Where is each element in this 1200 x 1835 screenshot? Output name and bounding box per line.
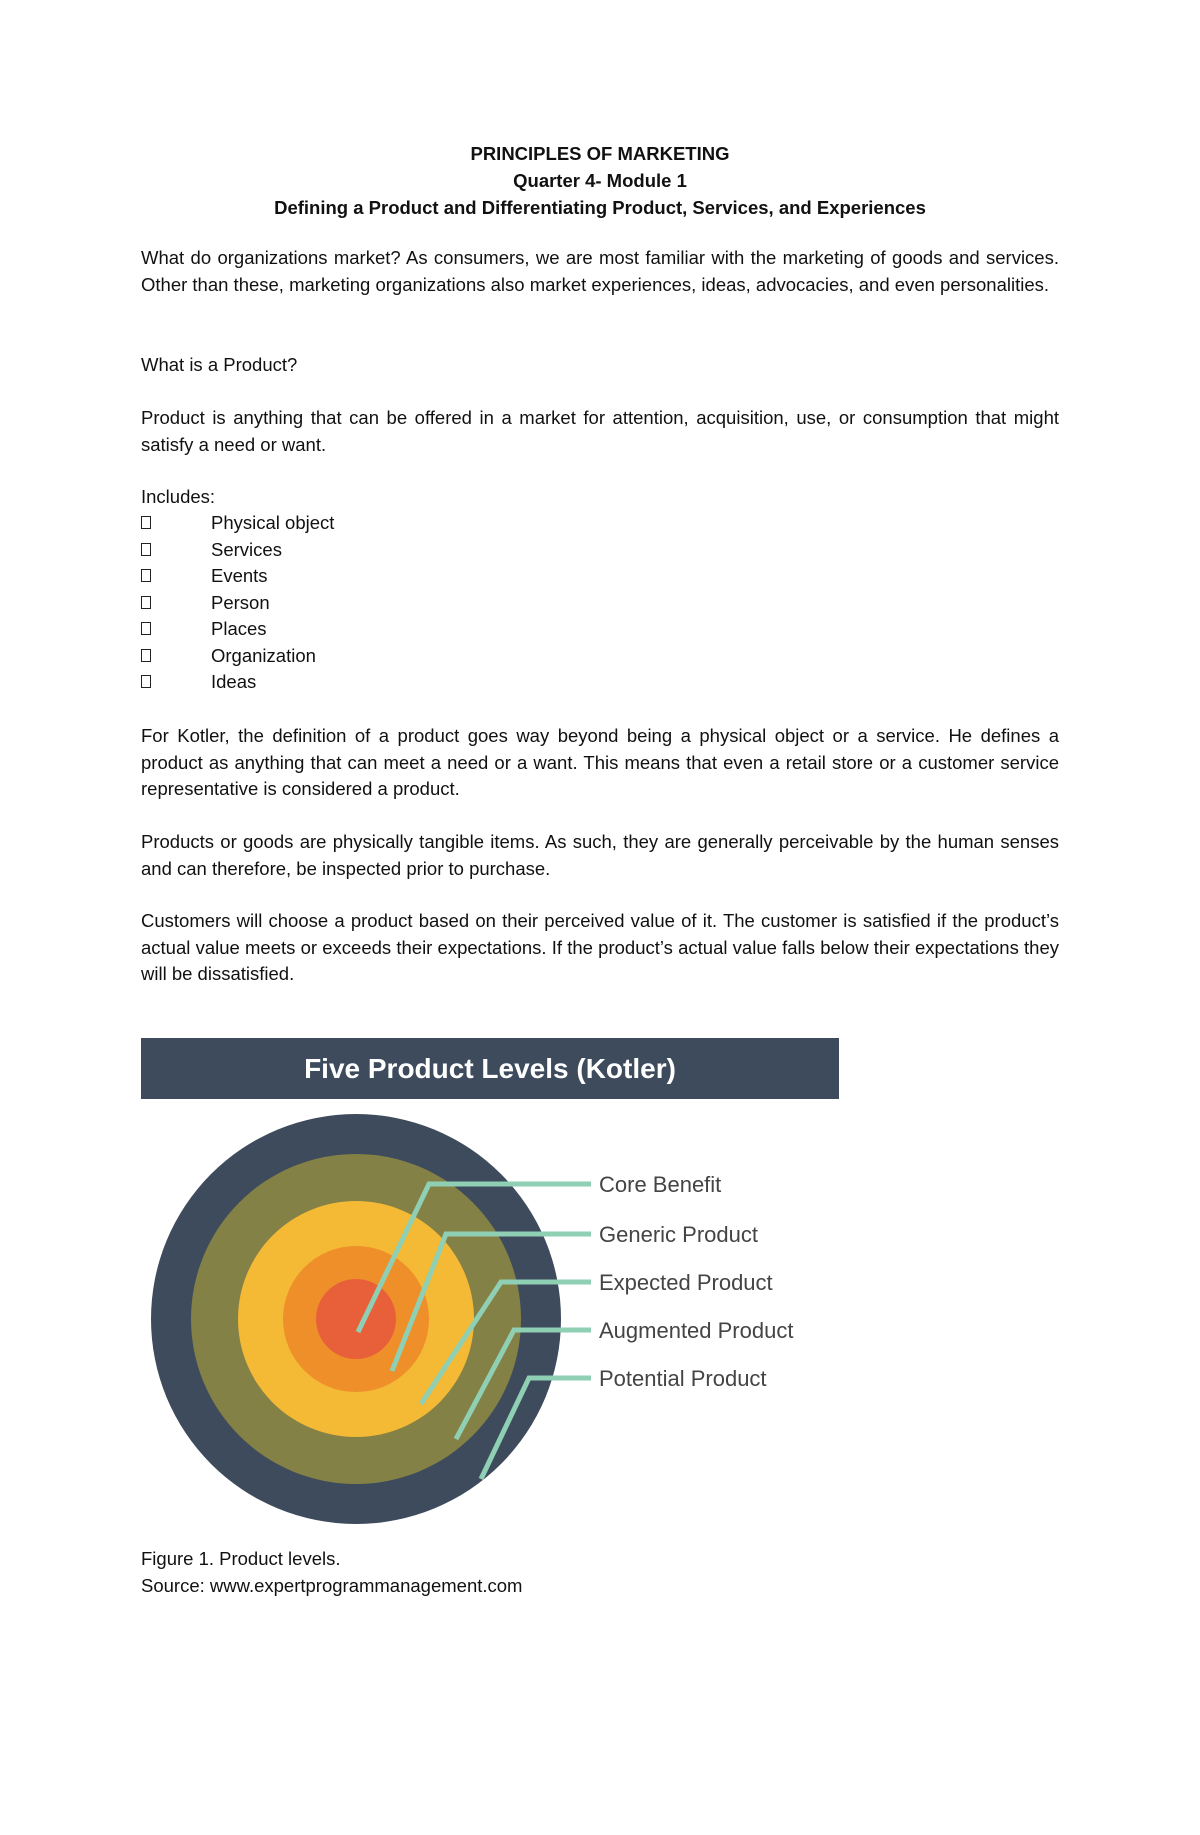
list-item: Organization <box>141 643 641 670</box>
document-header <box>141 140 1059 221</box>
product-levels-diagram <box>141 1099 841 1539</box>
bullet-icon <box>141 675 151 688</box>
label-potential-product: Potential Product <box>599 1366 767 1391</box>
ring-core-benefit <box>316 1279 396 1359</box>
label-core-benefit: Core Benefit <box>599 1172 722 1197</box>
list-item: Ideas <box>141 669 641 696</box>
includes-list <box>141 510 641 696</box>
product-question: What is a Product? <box>141 354 298 375</box>
bullet-icon <box>141 649 151 662</box>
caption-source: Source: www.expertprogrammanagement.com <box>141 1575 523 1596</box>
label-augmented-product: Augmented Product <box>599 1318 794 1343</box>
list-item: Places <box>141 616 641 643</box>
caption-text: Figure 1. Product levels. <box>141 1548 341 1569</box>
bullet-icon <box>141 622 151 635</box>
label-generic-product: Generic Product <box>599 1222 758 1247</box>
list-item: Physical object <box>141 510 641 537</box>
figure-banner: Five Product Levels (Kotler) <box>141 1038 839 1099</box>
module-title: Quarter 4- Module 1 <box>513 170 687 191</box>
intro-paragraph: What do organizations market? As consumers, we are most familiar with the marketing of goods and services. Other than these, marketing organizations also market experiences, ideas, advocacies, and even personalities. <box>141 247 1059 295</box>
bullet-icon <box>141 516 151 529</box>
goods-paragraph: Products or goods are physically tangible items. As such, they are generally perceivable by the human senses and can therefore, be inspected prior to purchase. <box>141 831 1059 879</box>
value-paragraph: Customers will choose a product based on their perceived value of it. The customer is satisfied if the product’s actual value meets or exceeds their expectations. If the product’s actual value falls below their expectations they will be dissatisfied. <box>141 910 1059 984</box>
bullet-icon <box>141 596 151 609</box>
product-definition: Product is anything that can be offered in a market for attention, acquisition, use, or consumption that might satisfy a need or want. <box>141 407 1059 455</box>
kotler-paragraph: For Kotler, the definition of a product goes way beyond being a physical object or a service. He defines a product as anything that can meet a need or a want. This means that even a retail store or a customer service representative is considered a product. <box>141 725 1059 799</box>
lesson-title: Defining a Product and Differentiating Product, Services, and Experiences <box>274 197 926 218</box>
figure-caption <box>141 1545 522 1599</box>
list-item: Services <box>141 537 641 564</box>
course-title: PRINCIPLES OF MARKETING <box>470 143 730 164</box>
label-expected-product: Expected Product <box>599 1270 773 1295</box>
bullet-icon <box>141 543 151 556</box>
list-item: Person <box>141 590 641 617</box>
includes-label: Includes: <box>141 486 216 507</box>
bullet-icon <box>141 569 151 582</box>
list-item: Events <box>141 563 641 590</box>
